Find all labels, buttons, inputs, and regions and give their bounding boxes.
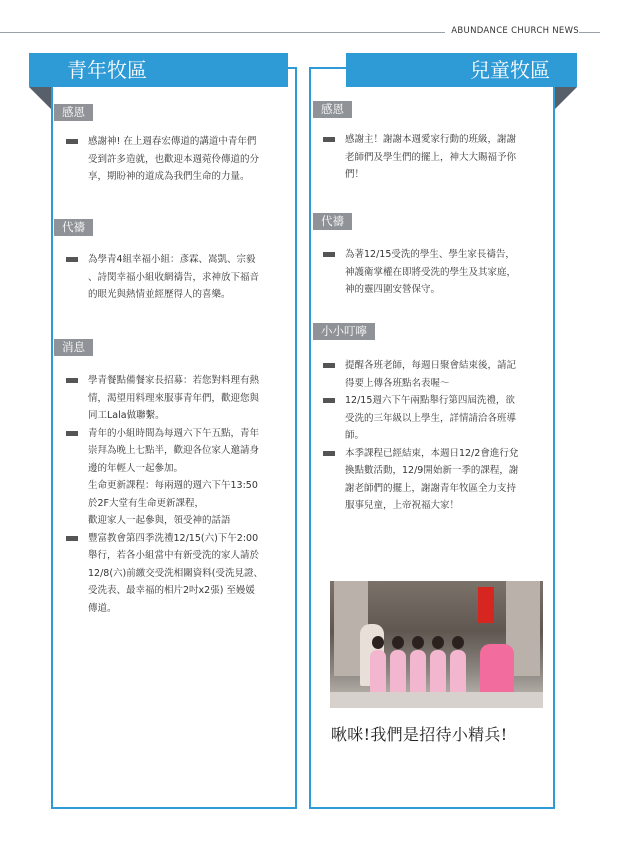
text-line: 謝老師們的擺上，謝謝青年牧區全力支持	[345, 482, 517, 494]
list-item	[66, 372, 290, 425]
right-tag-thanks: 感恩	[313, 101, 352, 118]
left-prayer-list	[66, 251, 290, 304]
list-item	[323, 357, 549, 392]
text-line: 換點數活動，12/9開始新一季的課程，謝	[345, 465, 519, 476]
text-line: 、詩閔幸福小組收網禱告，求神放下福音	[88, 271, 260, 283]
list-item	[323, 246, 549, 299]
list-item	[66, 251, 290, 304]
text-line: 服事兒童，上帝祝福大家！	[345, 500, 460, 511]
text-line: 神護衛掌權在即將受洗的學生及其家庭，	[345, 266, 517, 278]
text-line: 同工Lala做聯繫。	[88, 410, 165, 421]
list-item	[323, 445, 549, 515]
text-line: 們！	[345, 169, 365, 180]
text-line: 學青餐點備餐家長招募：若您對料理有熱	[88, 375, 260, 386]
list-item	[66, 133, 290, 186]
photo-child	[390, 650, 406, 694]
right-banner-fold	[555, 87, 577, 109]
text-line: 邊的年輕人一起參加。	[88, 462, 184, 474]
text-line: 師。	[345, 430, 365, 441]
text-line: 感謝神! 在上週春宏傳道的講道中青年們	[88, 136, 257, 147]
left-banner-fold	[29, 87, 51, 109]
text-line: 受洗的三年級以上學生，詳情請洽各班導	[345, 412, 517, 424]
text-line: 感謝主！謝謝本週愛家行動的班級，謝謝	[345, 134, 517, 145]
list-item	[66, 530, 290, 618]
text-line: 提醒各班老師，每週日聚會結束後，請記	[345, 360, 517, 371]
text-line: 受到許多造就，也歡迎本週菀伶傳道的分	[88, 153, 260, 165]
text-line: 神的靈四圍安營保守。	[345, 284, 441, 295]
left-news-list	[66, 372, 290, 617]
text-line: 青年的小組時間為每週六下午五點，青年	[88, 427, 260, 439]
text-line: 為學青4組幸福小組：彥霖、嵩凱、宗毅	[88, 254, 256, 265]
photo-adult-man	[480, 644, 514, 694]
publication-title: ABUNDANCE CHURCH NEWS	[445, 26, 579, 36]
photo-child	[450, 650, 466, 694]
text-line: 歡迎家人一起參與，領受神的話語	[88, 515, 231, 526]
text-line: 的眼光與熱情並經歷得人的喜樂。	[88, 289, 231, 300]
text-line: 受洗表、最幸福的相片2吋x2張) 至嫚媛	[88, 585, 255, 596]
photo-red-banner	[478, 587, 494, 623]
text-line: 為著12/15受洗的學生、學生家長禱告，	[345, 249, 515, 260]
text-line: 12/8(六)前繳交受洗相關資料(受洗見證、	[88, 567, 263, 579]
text-line: 於2F大堂有生命更新課程，	[88, 497, 205, 509]
left-tag-thanks: 感恩	[54, 104, 93, 121]
text-line: 老師們及學生們的擺上，神大大賜福予你	[345, 151, 517, 163]
text-line: 得要上傳各班點名表喔～	[345, 377, 450, 389]
right-thanks-list	[323, 131, 549, 184]
text-line: 傳道。	[88, 602, 117, 614]
photo-child	[430, 650, 446, 694]
right-reminder-list	[323, 357, 549, 515]
left-tag-news: 消息	[54, 339, 93, 356]
photo-ground	[330, 692, 543, 708]
children-group-photo	[330, 581, 543, 708]
list-item	[323, 131, 549, 184]
text-line: 崇拜為晚上七點半，歡迎各位家人邀請身	[88, 445, 260, 456]
text-line: 12/15週六下午兩點舉行第四屆洗禮，欲	[345, 395, 515, 406]
list-item	[323, 392, 549, 445]
text-line: 生命更新課程：每兩週的週六下午13:50	[88, 480, 258, 491]
text-line: 本季課程已經結束，本週日12/2會進行兌	[345, 447, 519, 459]
photo-child	[370, 650, 386, 694]
photo-caption: 啾咪!我們是招待小精兵!	[331, 725, 508, 744]
list-item	[66, 425, 290, 530]
left-column-title: 青年牧區	[29, 53, 288, 87]
right-tag-prayer: 代禱	[313, 213, 352, 230]
text-line: 豐富教會第四季洗禮12/15(六)下午2:00	[88, 532, 259, 544]
text-line: 舉行，若各小組當中有新受洗的家人請於	[88, 550, 260, 561]
text-line: 享，期盼神的道成為我們生命的力量。	[88, 171, 250, 182]
right-prayer-list	[323, 246, 549, 299]
text-line: 情，渴望用料理來服事青年們，歡迎您與	[88, 392, 260, 404]
left-thanks-list	[66, 133, 290, 186]
left-tag-prayer: 代禱	[54, 219, 93, 236]
right-tag-reminders: 小小叮嚀	[313, 323, 375, 340]
photo-child	[410, 650, 426, 694]
right-column-title: 兒童牧區	[346, 53, 577, 87]
